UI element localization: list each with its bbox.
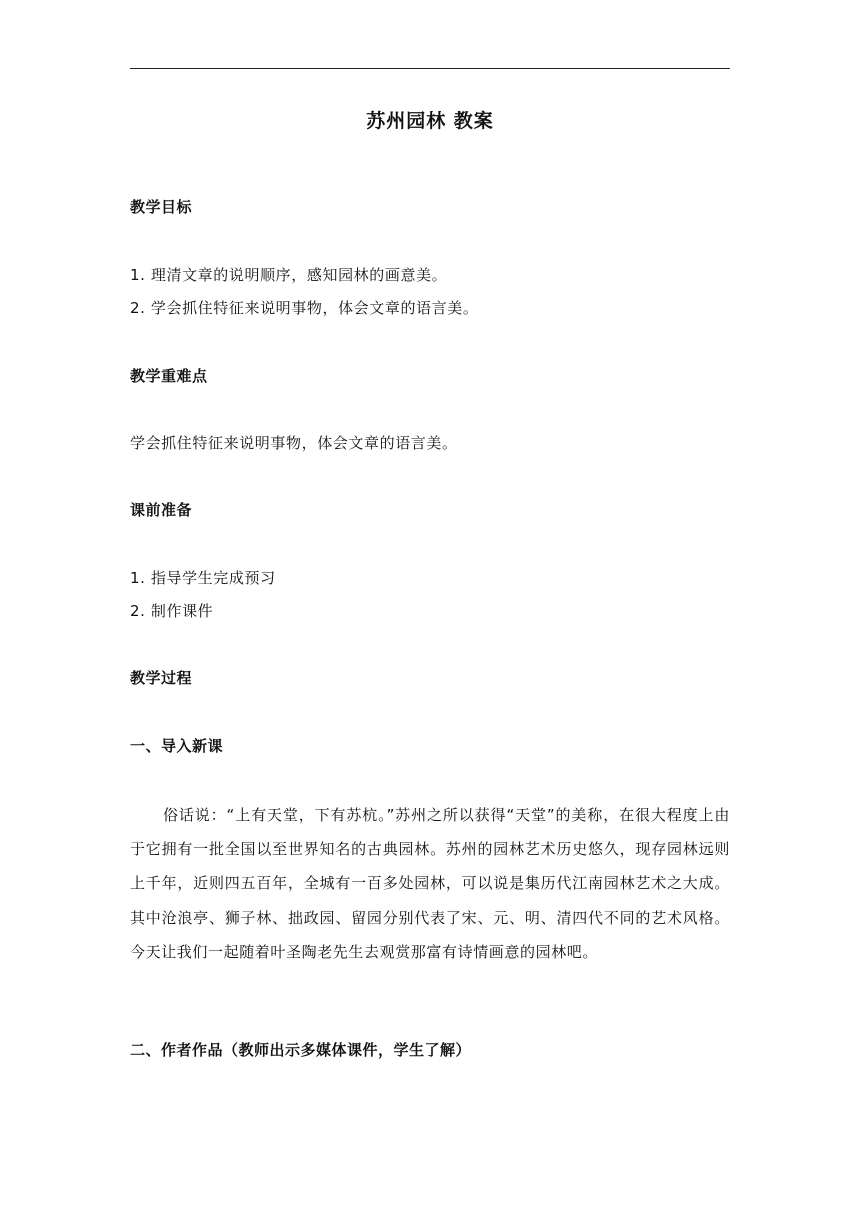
key-points-heading: 教学重难点 bbox=[130, 367, 208, 385]
step2-heading: 二、作者作品（教师出示多媒体课件，学生了解） bbox=[130, 1041, 472, 1059]
process-heading: 教学过程 bbox=[130, 669, 193, 687]
key-points-text: 学会抓住特征来说明事物，体会文章的语言美。 bbox=[130, 434, 458, 452]
objective-item-2: 2. 学会抓住特征来说明事物，体会文章的语言美。 bbox=[130, 299, 479, 317]
objective-item-1: 1. 理清文章的说明顺序，感知园林的画意美。 bbox=[130, 266, 448, 284]
step1-heading: 一、导入新课 bbox=[130, 737, 224, 755]
preparation-item-2: 2. 制作课件 bbox=[130, 602, 214, 620]
preparation-item-1: 1. 指导学生完成预习 bbox=[130, 569, 276, 587]
step1-paragraph: 俗话说：“上有天堂，下有苏杭。”苏州之所以获得“天堂”的美称，在很大程度上由于它拥有一批全国以至世界知名的古典园林。苏州的园林艺术历史悠久，现存园林远则上千年，近则四五百年，全城有一百多处园林，可以说是集历代江南园林艺术之大成。其中沧浪亭、狮子林、拙政园、留园分别代表了宋、元、明、清四代不同的艺术风格。今天让我们一起随着叶圣陶老先生去观赏那富有诗情画意的园林吧。 bbox=[130, 806, 730, 961]
objectives-heading: 教学目标 bbox=[130, 198, 193, 216]
preparation-heading: 课前准备 bbox=[130, 501, 193, 519]
document-title: 苏州园林 教案 bbox=[366, 110, 494, 132]
header-rule bbox=[130, 68, 730, 69]
